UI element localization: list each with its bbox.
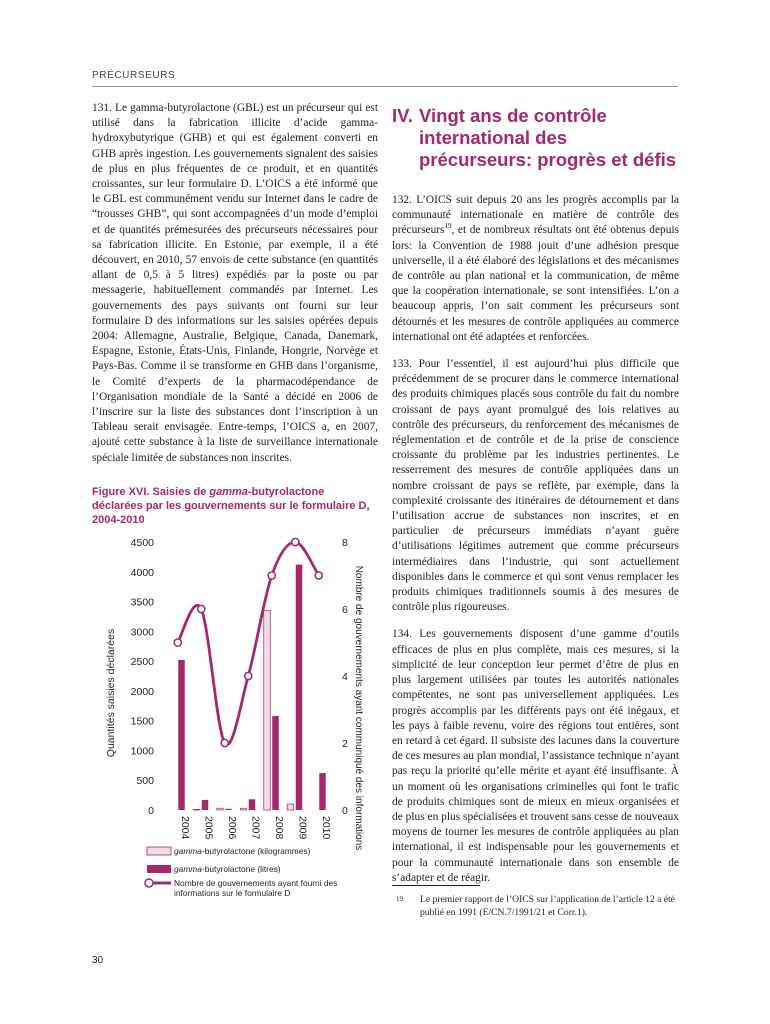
- x-tick-2006: 2006: [225, 816, 238, 840]
- legend: [145, 846, 340, 898]
- bar-litres-2010: [319, 773, 326, 810]
- footnote-text: Le premier rapport de l’OICS sur l’application de l’article 12 a été publié en 1991 (E/CN.7/1991/21 et Corr.1).: [420, 894, 675, 918]
- footnote: [396, 893, 678, 919]
- x-tick-2004: 2004: [178, 816, 191, 840]
- line-point-2005: [198, 605, 205, 612]
- left-axis-ticks: [131, 537, 155, 817]
- legend-label-kg: gamma-butyrolactone (kilogrammes): [174, 846, 311, 856]
- legend-swatch-kg: [147, 847, 171, 855]
- footnote-rule: [392, 885, 480, 886]
- x-tick-2005: 2005: [202, 816, 215, 840]
- running-header: PRÉCURSEURS: [92, 70, 176, 81]
- section-title: [392, 105, 679, 171]
- bar-kg-2009: [287, 804, 294, 810]
- right-column: [392, 101, 679, 898]
- footnote-ref-19[interactable]: 19: [444, 222, 452, 231]
- x-tick-2010: 2010: [319, 816, 332, 840]
- bar-kg-2006: [217, 808, 224, 810]
- y-tick-right-1: 2: [342, 738, 348, 750]
- y-tick-left-4: 2000: [130, 685, 154, 698]
- legend-label-governments: Nombre de gouvernements ayant fourni des informations sur le formulaire D: [174, 878, 338, 898]
- legend-label-litres: gamma-butyrolactone (litres): [174, 864, 281, 874]
- y-axis-label-right: Nombre de gouvernements ayant communiqué des informations: [353, 565, 364, 851]
- legend-swatch-litres: [147, 865, 171, 873]
- page-number: 30: [92, 955, 104, 966]
- figure-title-prefix: Figure XVI. Saisies de: [92, 486, 210, 498]
- bar-litres-2006: [225, 809, 232, 810]
- figure-title-suffix: -butyrolactone déclarées par les gouvernements sur le formulaire D, 2004-2010: [92, 486, 370, 526]
- y-tick-left-1: 500: [136, 775, 154, 788]
- bars-group: [178, 565, 326, 810]
- bar-kg-2007: [240, 808, 247, 810]
- x-tick-2009: 2009: [296, 816, 309, 840]
- y-tick-right-3: 6: [342, 604, 348, 616]
- y-tick-right-4: 8: [342, 537, 348, 549]
- right-axis-ticks: [342, 537, 348, 817]
- line-point-2008: [268, 572, 275, 579]
- y-tick-left-2: 1000: [130, 745, 154, 758]
- line-point-2007: [245, 672, 252, 679]
- y-tick-right-2: 4: [342, 671, 348, 683]
- y-tick-left-6: 3000: [130, 626, 154, 639]
- y-axis-label-left: Quantités saisies déclarées: [105, 628, 117, 758]
- x-tick-2007: 2007: [249, 816, 262, 840]
- footnote-number: 19: [396, 895, 403, 903]
- x-tick-2008: 2008: [272, 816, 285, 840]
- line-point-2009: [292, 538, 299, 545]
- paragraph-132: [392, 193, 679, 345]
- section-number: IV.: [392, 105, 413, 126]
- paragraph-132-end: , et de nombreux résultats ont été obtenus depuis lors: la Convention de 1988 jouit d’une adhésion presque universelle, il a été élaboré des législations et des mécanismes de contrôle au plan national et la communication, de même que la coopération internationale, se sont intensifiées. L’on a beaucoup appris, l’on sait comment les précurseurs sont détournés et les mesures de contrôle appliquées au commerce international ont été adaptées et renforcées.: [392, 224, 679, 343]
- legend-line-marker: [145, 879, 153, 887]
- bar-kg-2008: [264, 610, 271, 810]
- y-tick-right-0: 0: [342, 805, 348, 817]
- bar-kg-2005: [193, 809, 200, 810]
- y-tick-left-3: 1500: [130, 715, 154, 728]
- line-point-2010: [315, 572, 322, 579]
- x-axis-ticks: [179, 816, 332, 840]
- bar-litres-2009: [296, 565, 303, 810]
- paragraph-132-start: 132. L’OICS suit depuis 20 ans les progrès accomplis par la communauté internationale en matière de contrôle des précurseurs: [392, 194, 679, 237]
- left-column: [92, 101, 378, 466]
- bar-litres-2005: [202, 800, 209, 810]
- y-tick-left-7: 3500: [130, 596, 154, 609]
- paragraph-134: 134. Les gouvernements disposent d’une gamme d’outils efficaces de plus en plus complète, mais ces mesures, si la simplicité de leur conception leur permet d’être de plus en plus largement utilisées par toutes les autorités nationales compétentes, ne sont pas universellement appliquées. Les progrès accomplis par les différents pays ont été inégaux, et les pays à faible revenu, voire des régions tout entières, sont en retard à cet égard. Il subsiste des lacunes dans la couverture de ces mesures au plan mondial, l’assistance technique n’ayant pas reçu la priorité qu’elle mérite et ayant été insuffisante. À un moment où les organisations criminelles qui font le trafic de produits chimiques sont de mieux en mieux organisées et de plus en plus spécialisées et trouvent sans cesse de nouveaux moyens de tourner les mesures de contrôle appliquées au plan international, il est indispensable pour les gouvernements et pour la communauté internationale dans son ensemble de s’adapter et de réagir.: [392, 628, 679, 884]
- header-rule: [92, 86, 678, 87]
- y-tick-left-5: 2500: [130, 656, 154, 669]
- bar-litres-2007: [249, 799, 256, 810]
- y-tick-left-9: 4500: [130, 537, 154, 549]
- y-tick-left-0: 0: [148, 805, 154, 817]
- bar-litres-2004: [178, 660, 185, 810]
- seizure-chart: [92, 530, 367, 900]
- line-point-2006: [221, 739, 228, 746]
- y-tick-left-8: 4000: [130, 566, 154, 579]
- section-title-text: Vingt ans de contrôle international des précurseurs: progrès et défis: [419, 105, 677, 170]
- line-point-2004: [174, 639, 181, 646]
- figure-title-italic: gamma: [209, 486, 248, 498]
- figure-title: [92, 485, 378, 527]
- paragraph-131: 131. Le gamma-butyrolactone (GBL) est un précurseur qui est utilisé dans la fabrication illicite d’acide gamma-hydroxybutyrique (GHB) et qui est également converti en GHB après ingestion. Les gouvernements signalent des saisies de plus en plus fréquentes de ce produit, et en quantités croissantes, sur leur formulaire D. L’OICS a été informé que le GBL est communément vendu sur Internet dans le cadre de “trousses GHB”, qui sont accompagnées d’un mode d’emploi et de quantités prémesurées des précurseurs nécessaires pour sa fabrication illicite. En Estonie, par exemple, il a été découvert, en 2010, 57 envois de cette substance (en quantités allant de 0,5 à 5 litres) expédiés par la poste ou par messagerie, habituellement commandés par Internet. Les gouvernements des pays suivants ont fourni sur leur formulaire D des informations sur les saisies opérées depuis 2004: Allemagne, Australie, Belgique, Canada, Danemark, Espagne, Estonie, États-Unis, Finlande, Hongrie, Norvège et Pays-Bas. Comme il se transforme en GHB dans l’organisme, le Comité d’experts de la pharmacodépendance de l’Organisation mondiale de la Santé a décidé en 2006 de l’inscrire sur la liste des substances dont l’inscription à un Tableau serait envisagée. Entre-temps, l’OICS a, en 2007, ajouté cette substance à la liste de surveillance internationale spéciale limitée de substances non inscrites.: [92, 102, 378, 464]
- paragraph-133: 133. Pour l’essentiel, il est aujourd’hui plus difficile que précédemment de se procurer dans le commerce international des produits chimiques placés sous contrôle du fait du nombre croissant de pays ayant promulgué des lois relatives au contrôle des précurseurs, du renforcement des mécanismes de réglementation et de contrôle et de la prise de conscience croissante du problème par les industries pertinentes. Le resserrement des mesures de contrôle appliquées dans un nombre croissant de pays se reflète, par exemple, dans la complexité croissante des itinéraires de détournement et dans l’utilisation accrue de substances non inscrites, et en particulier de précurseurs immédiats n’ayant guère d’utilisations légitimes autrement que comme précurseurs intermédiaires dans l’industrie, qui sont actuellement disponibles dans le commerce et qui sont venus remplacer les produits chimiques traditionnels soumis à des mesures de contrôle plus rigoureuses.: [392, 358, 679, 614]
- bar-litres-2008: [272, 716, 279, 810]
